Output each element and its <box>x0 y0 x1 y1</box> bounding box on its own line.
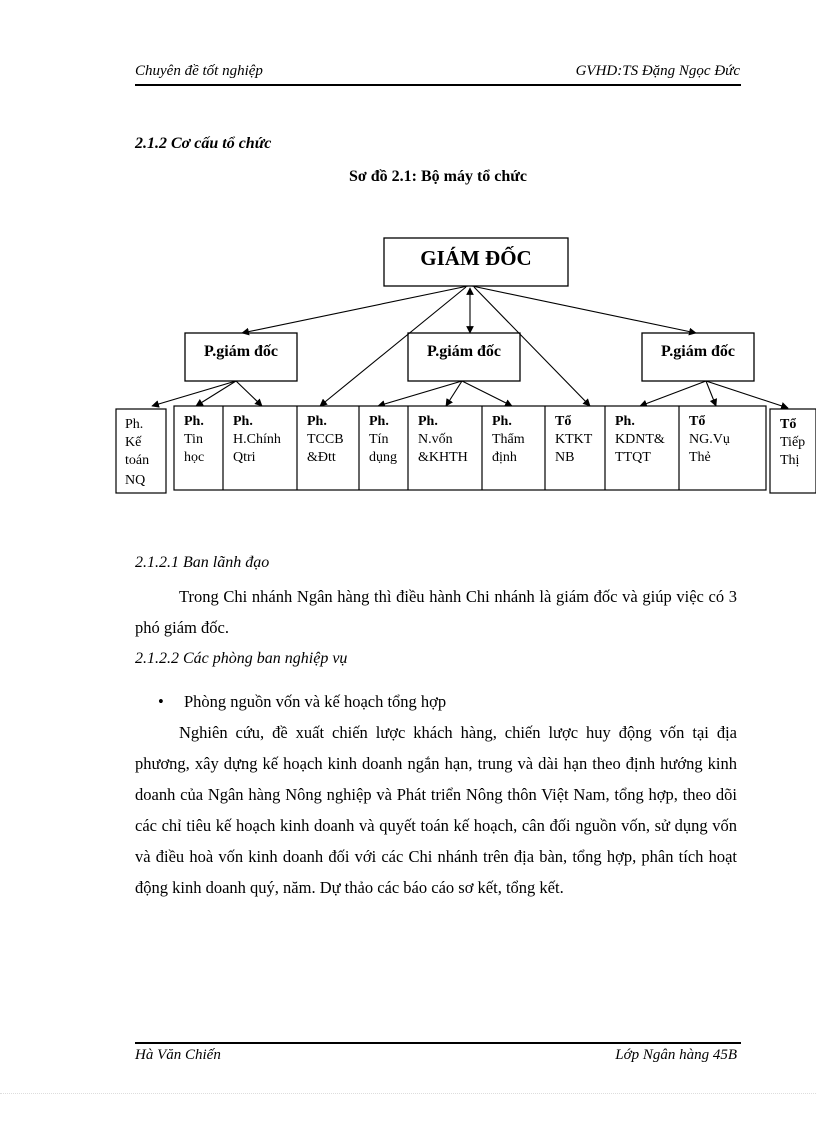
subsection-1-text: Trong Chi nhánh Ngân hàng thì điều hành Chi nhánh là giám đốc và giúp việc có 3 phó giám đốc. <box>135 587 737 637</box>
diagram-caption: Sơ đồ 2.1: Bộ máy tổ chức <box>348 168 527 185</box>
arrow-deputy3-kdnt <box>640 381 706 406</box>
arrow-deputy1-ketoan <box>152 381 236 406</box>
arrow-director-deputy1 <box>242 286 468 333</box>
dept-label-hanh-chinh: Ph. H.Chính Qtri <box>233 414 281 465</box>
dept-label-tin-hoc: Ph. Tin học <box>184 414 205 465</box>
dept-label-tccb: Ph. TCCB &Đtt <box>307 414 344 465</box>
dept-row-frame <box>174 406 766 490</box>
subsection-2-text: Nghiên cứu, đề xuất chiến lược khách hàng, chiến lược huy động vốn tại địa phương, xây dựng kế hoạch kinh doanh ngắn hạn, trung và dài hạn theo định hướng kinh doanh của Ngân hàng Nông nghiệp và Phát triển Nông thôn Việt Nam, tổng hợp, theo dõi các chỉ tiêu kế hoạch kinh doanh và quyết toán kế hoạch, cân đối nguồn vốn, sử dụng vốn và điều hoà vốn kinh doanh đối với các Chi nhánh trên địa bàn, tổng hợp, phân tích hoạt động kinh doanh quý, năm. Dự thảo các báo cáo sơ kết, tổng kết. <box>135 723 737 897</box>
dept-label-tham-dinh: Ph. Thẩm định <box>492 414 525 465</box>
dept-label-ktkt: Tổ KTKT NB <box>555 414 593 465</box>
section-heading: 2.1.2 Cơ cấu tổ chức <box>135 135 272 152</box>
deputy-label-1: P.giám đốc <box>203 343 279 360</box>
header-right: GVHD:TS Đặng Ngọc Đức <box>575 63 740 79</box>
arrow-deputy1-tinhoc <box>196 381 236 406</box>
arrow-deputy3-the <box>706 381 716 406</box>
arrow-deputy2-thamdinh <box>462 381 512 406</box>
arrow-deputy3-tiepthi <box>706 381 788 408</box>
page-edge <box>0 1093 816 1094</box>
bullet-item: Phòng nguồn vốn và kế hoạch tổng hợp <box>184 692 447 711</box>
dept-label-kdnt: Ph. KDNT& TTQT <box>615 414 665 465</box>
org-chart <box>0 0 816 520</box>
director-label: GIÁM ĐỐC <box>420 246 532 270</box>
arrow-director-deputy3 <box>472 286 696 333</box>
footer-rule <box>135 1042 741 1044</box>
arrow-deputy1-hanhchinh <box>236 381 262 406</box>
arrow-deputy2-tindung <box>378 381 462 406</box>
dept-label-tin-dung: Ph. Tín dụng <box>369 414 397 465</box>
footer-right: Lớp Ngân hàng 45B <box>615 1047 737 1063</box>
footer-left: Hà Văn Chiến <box>135 1047 221 1063</box>
deputy-label-2: P.giám đốc <box>426 343 502 360</box>
dept-label-tiep-thi: Tổ Tiếp Thị <box>780 417 806 468</box>
dept-label-ng-vu-the: Tổ NG.Vụ Thẻ <box>689 414 730 465</box>
dept-label-ke-toan: Ph. Kế toán NQ <box>125 417 150 488</box>
subsection-1-title: 2.1.2.1 Ban lãnh đạo <box>135 554 270 571</box>
deputy-label-3: P.giám đốc <box>660 343 736 360</box>
dept-label-nguon-von: Ph. N.vốn &KHTH <box>418 414 468 465</box>
subsection-2-title: 2.1.2.2 Các phòng ban nghiệp vụ <box>135 650 348 667</box>
header-left: Chuyên đề tốt nghiệp <box>135 63 263 79</box>
bullet-dot-icon: • <box>158 692 164 711</box>
